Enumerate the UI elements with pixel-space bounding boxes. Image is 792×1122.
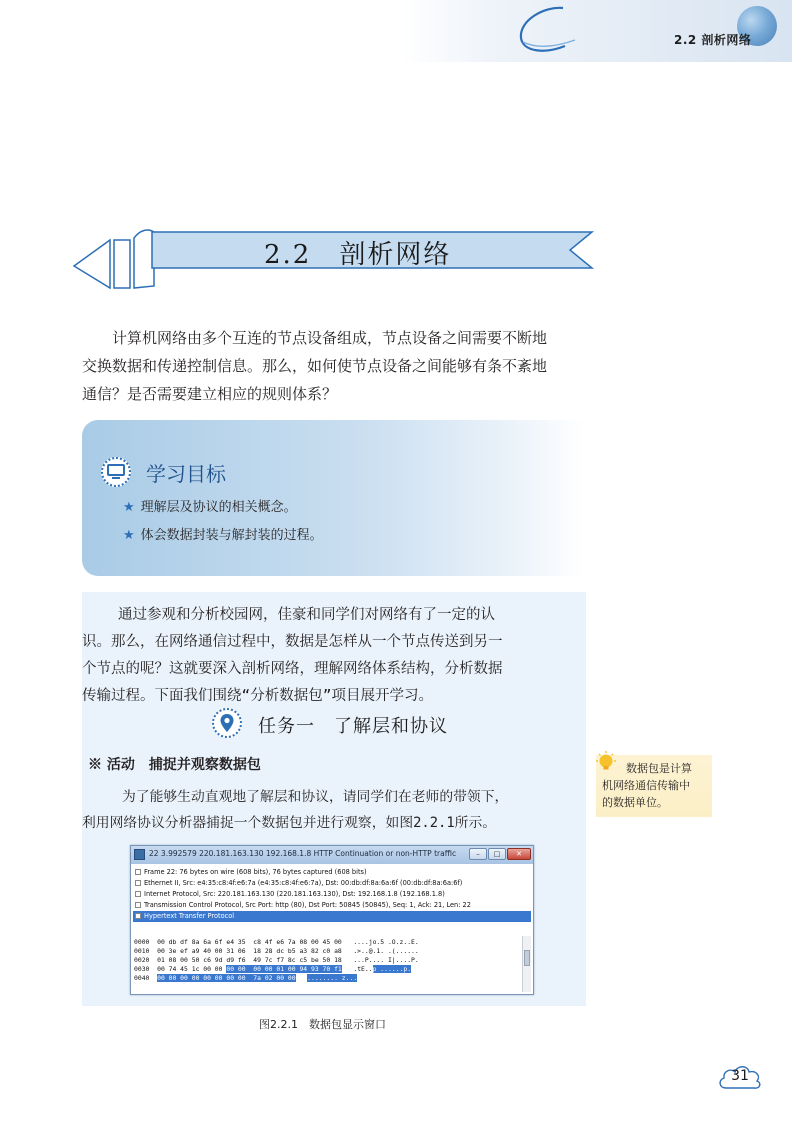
expand-icon[interactable] <box>135 913 141 919</box>
story-line: 个节点的呢？这就要深入剖析网络，理解网络体系结构，分析数据 <box>82 661 503 677</box>
location-pin-icon <box>212 708 242 738</box>
hex-row: 0040 00 00 00 00 00 00 00 00 7a 02 00 00 ........ z... <box>134 974 358 982</box>
activity-line: 利用网络协议分析器捕捉一个数据包并进行观察，如图2.2.1所示。 <box>82 815 497 831</box>
star-icon: ★ <box>123 500 135 515</box>
hex-row: 0020 01 08 00 50 c6 9d d9 f6 49 7c f7 8c c5 be 50 18 ...P.... I|....P. <box>134 956 419 964</box>
tree-row[interactable]: Transmission Control Protocol, Src Port: http (80), Dst Port: 50845 (50845), Seq: 1, Ack: 21, Len: 22 <box>133 900 531 911</box>
task-title: 任务一 了解层和协议 <box>258 716 448 737</box>
window-title: 22 3.992579 220.181.163.130 192.168.1.8 HTTP Continuation or non-HTTP traffic <box>149 849 457 858</box>
hex-row: 0030 00 74 45 1c 00 00 00 00 00 00 01 00 94 93 70 f1 .tE..p ......p. <box>134 965 412 973</box>
maximize-button[interactable]: □ <box>488 848 506 860</box>
vertical-scrollbar[interactable] <box>522 936 531 992</box>
sidenote-line: 数据包是计算 <box>626 762 692 775</box>
app-icon <box>134 849 145 860</box>
expand-icon[interactable] <box>135 902 141 908</box>
minimize-button[interactable]: – <box>469 848 487 860</box>
expand-icon[interactable] <box>135 869 141 875</box>
expand-icon[interactable] <box>135 880 141 886</box>
intro-line: 交换数据和传递控制信息。那么，如何使节点设备之间能够有条不紊地 <box>82 357 548 375</box>
star-icon: ★ <box>123 528 135 543</box>
hex-dump <box>134 938 520 983</box>
objective-text: 理解层及协议的相关概念。 <box>140 500 297 515</box>
objective-text: 体会数据封装与解封装的过程。 <box>140 528 323 543</box>
hex-row: 0010 00 3e ef a9 40 00 31 06 18 28 dc b5 a3 82 c0 a8 .>..@.1. .(...... <box>134 947 419 955</box>
figure-caption: 图2.2.1 数据包显示窗口 <box>259 1018 386 1031</box>
scrollbar-thumb[interactable] <box>524 950 530 966</box>
section-title-banner <box>72 226 596 290</box>
objectives-title: 学习目标 <box>146 462 226 486</box>
intro-line: 计算机网络由多个互连的节点设备组成，节点设备之间需要不断地 <box>112 329 548 347</box>
tree-row[interactable]: Frame 22: 76 bytes on wire (608 bits), 76 bytes captured (608 bits) <box>133 867 531 878</box>
activity-heading: ※ 活动 捕捉并观察数据包 <box>88 757 261 773</box>
tree-row[interactable]: Ethernet II, Src: e4:35:c8:4f:e6:7a (e4:35:c8:4f:e6:7a), Dst: 00:db:df:8a:6a:6f (00:db:df:8a:6a:6f) <box>133 878 531 889</box>
intro-paragraph <box>82 324 592 408</box>
window-titlebar[interactable] <box>131 846 533 864</box>
sidenote-text <box>602 760 710 811</box>
activity-paragraph <box>82 784 584 836</box>
intro-line: 通信？是否需要建立相应的规则体系？ <box>82 385 338 403</box>
tree-row-selected[interactable]: Hypertext Transfer Protocol <box>133 911 531 922</box>
objective-item <box>123 496 297 515</box>
protocol-tree <box>133 867 531 922</box>
story-line: 识。那么，在网络通信过程中，数据是怎样从一个节点传送到另一 <box>82 634 503 650</box>
hex-row: 0000 00 db df 8a 6a 6f e4 35 c8 4f e6 7a 08 00 45 00 ....jo.5 .O.z..E. <box>134 938 419 946</box>
header-swoosh-icon <box>505 2 585 58</box>
tree-row[interactable]: Internet Protocol, Src: 220.181.163.130 (220.181.163.130), Dst: 192.168.1.8 (192.168.1.8) <box>133 889 531 900</box>
expand-icon[interactable] <box>135 891 141 897</box>
activity-line: 为了能够生动直观地了解层和协议，请同学们在老师的带领下， <box>122 789 509 805</box>
section-title: 2.2 剖析网络 <box>264 240 452 270</box>
sidenote-line: 机网络通信传输中 <box>602 779 690 792</box>
story-line: 传输过程。下面我们围绕“分析数据包”项目展开学习。 <box>82 688 433 704</box>
running-header: 2.2 剖析网络 <box>674 33 752 47</box>
packet-window <box>130 845 534 995</box>
story-paragraph <box>82 602 584 710</box>
page-number: 31 <box>731 1068 749 1084</box>
monitor-icon <box>101 457 131 487</box>
objective-item <box>123 524 323 543</box>
close-button[interactable]: ✕ <box>507 848 531 860</box>
story-line: 通过参观和分析校园网，佳豪和同学们对网络有了一定的认 <box>118 607 495 623</box>
sidenote-line: 的数据单位。 <box>602 796 668 809</box>
